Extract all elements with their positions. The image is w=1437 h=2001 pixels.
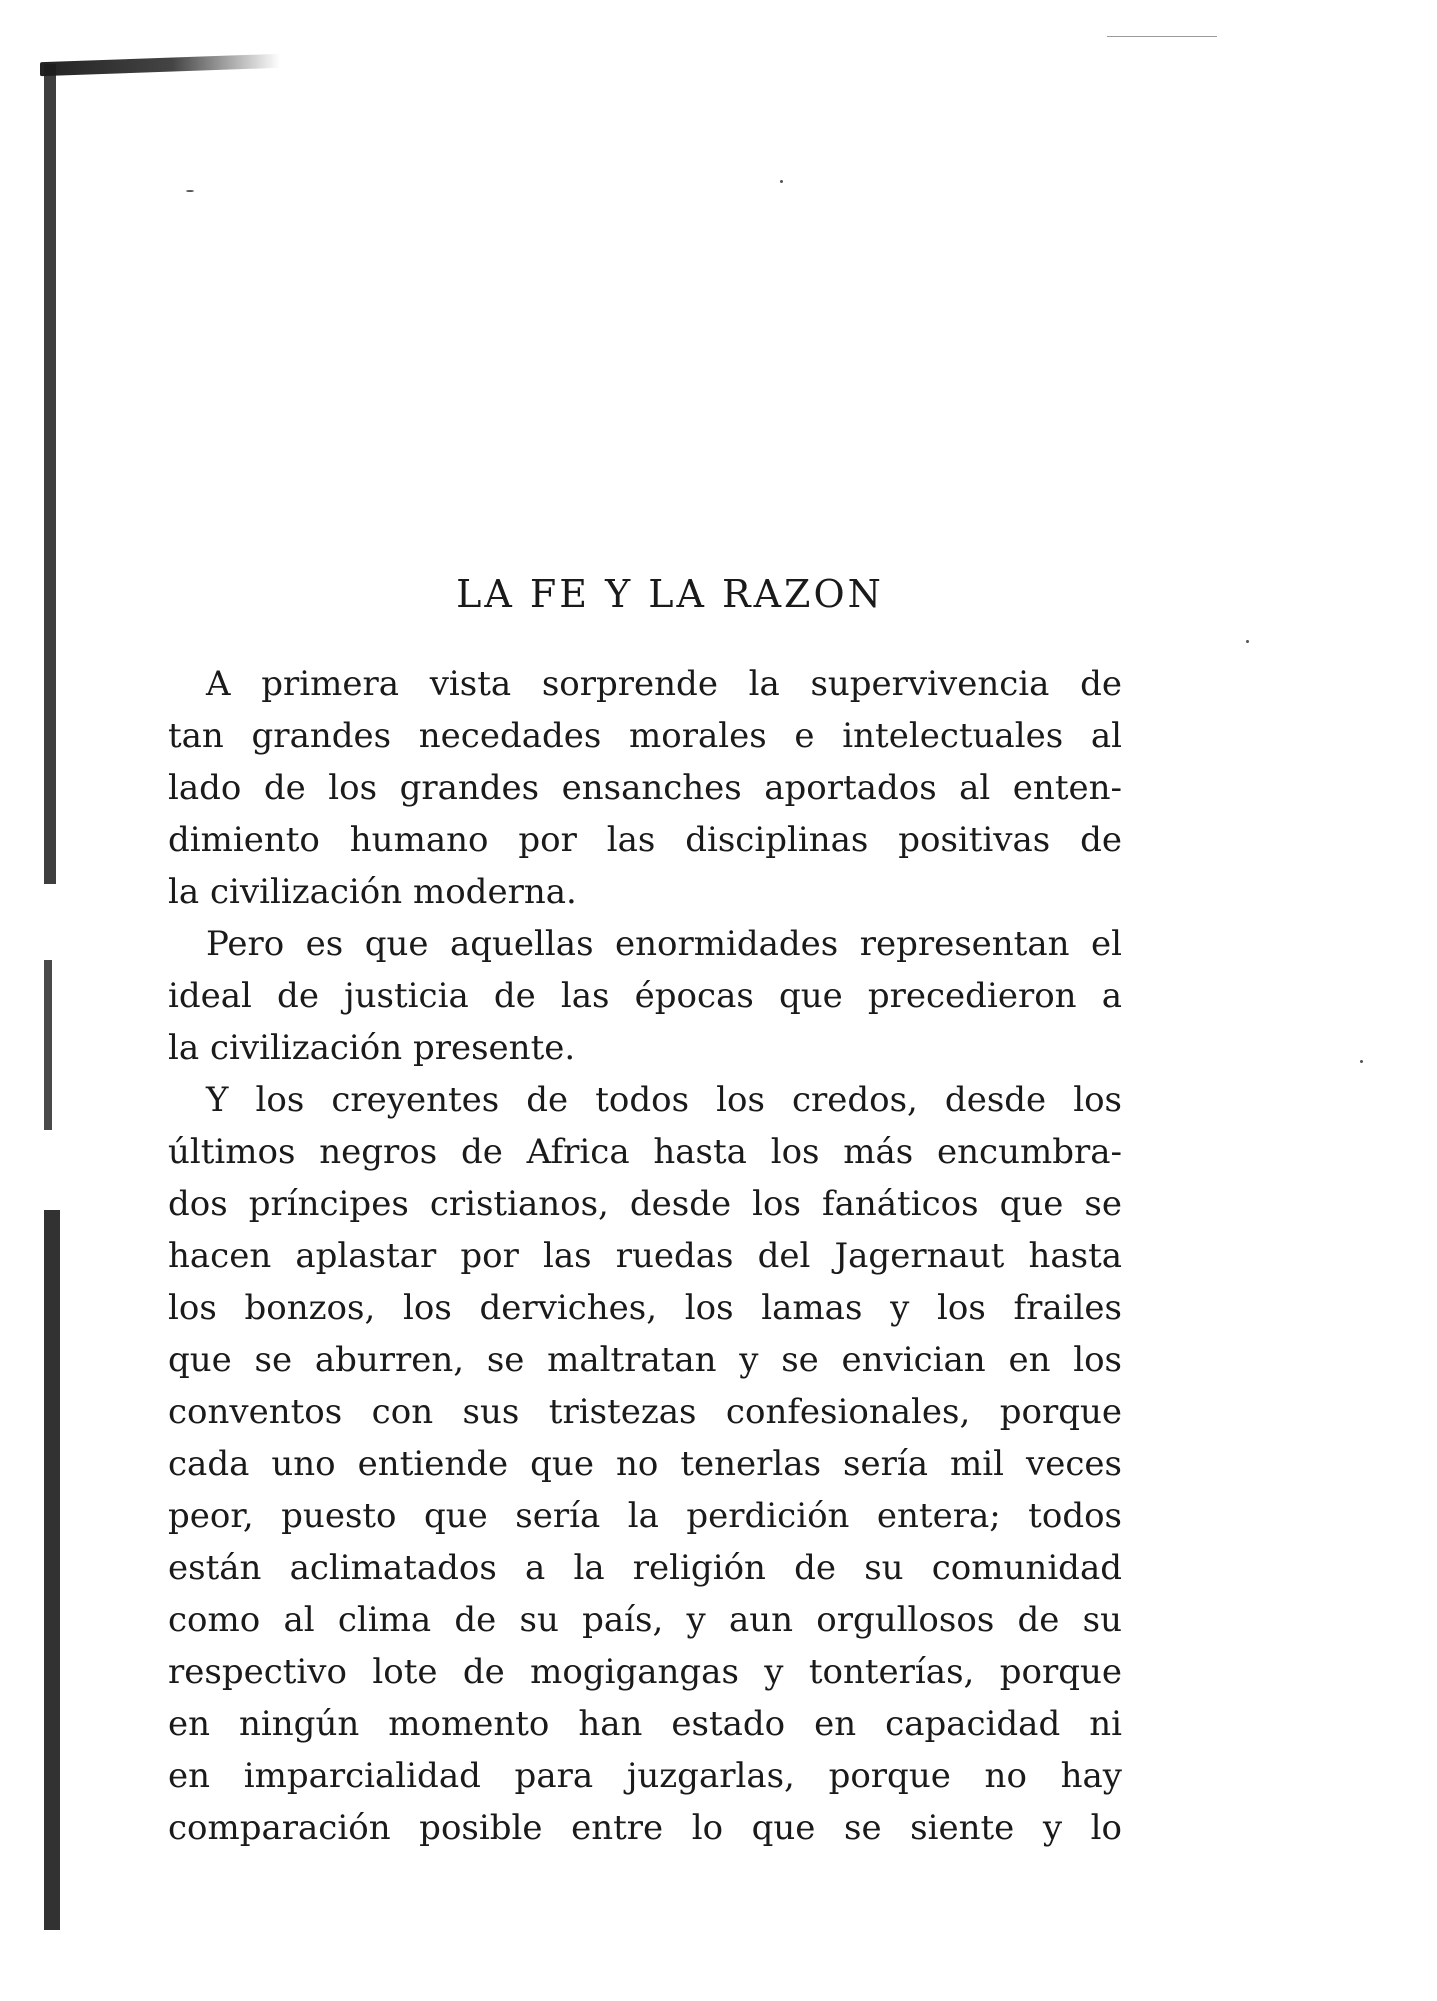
text-line: dos príncipes cristianos, desde los fanáticos que se bbox=[168, 1184, 1122, 1224]
text-line: en ningún momento han estado en capacidad ni bbox=[168, 1704, 1122, 1744]
scan-edge-top bbox=[40, 54, 280, 76]
text-line: A primera vista sorprende la supervivencia de bbox=[206, 664, 1122, 704]
scan-edge-left bbox=[44, 64, 56, 884]
text-line: hacen aplastar por las ruedas del Jagernaut hasta bbox=[168, 1236, 1122, 1276]
text-line: tan grandes necedades morales e intelectuales al bbox=[168, 716, 1122, 756]
text-line: Pero es que aquellas enormidades representan el bbox=[206, 924, 1122, 964]
scan-edge-line bbox=[1107, 36, 1217, 37]
paragraph bbox=[168, 1074, 1122, 1854]
text-line: como al clima de su país, y aun orgullosos de su bbox=[168, 1600, 1122, 1640]
text-line: en imparcialidad para juzgarlas, porque no hay bbox=[168, 1756, 1122, 1796]
text-line: comparación posible entre lo que se siente y lo bbox=[168, 1808, 1122, 1848]
scan-speck bbox=[1246, 640, 1249, 643]
page-title: LA FE Y LA RAZON bbox=[456, 572, 884, 616]
text-line: respectivo lote de mogigangas y tonterías, porque bbox=[168, 1652, 1122, 1692]
text-line: que se aburren, se maltratan y se envician en los bbox=[168, 1340, 1122, 1380]
scan-speck bbox=[780, 180, 783, 183]
scan-speck bbox=[186, 190, 194, 192]
body-text bbox=[168, 658, 1122, 1854]
text-line: lado de los grandes ensanches aportados al enten- bbox=[168, 768, 1122, 808]
text-line: conventos con sus tristezas confesionales, porque bbox=[168, 1392, 1122, 1432]
paragraph bbox=[168, 658, 1122, 918]
text-line: ideal de justicia de las épocas que precedieron a bbox=[168, 976, 1122, 1016]
text-line: la civilización moderna. bbox=[168, 872, 577, 912]
scan-edge-left bbox=[44, 960, 52, 1130]
scan-speck bbox=[1360, 1060, 1363, 1063]
text-line: los bonzos, los derviches, los lamas y los frailes bbox=[168, 1288, 1122, 1328]
paragraph bbox=[168, 918, 1122, 1074]
text-line: Y los creyentes de todos los credos, desde los bbox=[206, 1080, 1122, 1120]
text-line: dimiento humano por las disciplinas positivas de bbox=[168, 820, 1122, 860]
text-line: cada uno entiende que no tenerlas sería mil veces bbox=[168, 1444, 1122, 1484]
text-line: últimos negros de Africa hasta los más encumbra- bbox=[168, 1132, 1122, 1172]
text-line: la civilización presente. bbox=[168, 1028, 576, 1068]
scan-edge-left bbox=[44, 1210, 60, 1930]
text-line: peor, puesto que sería la perdición entera; todos bbox=[168, 1496, 1122, 1536]
text-line: están aclimatados a la religión de su comunidad bbox=[168, 1548, 1122, 1588]
